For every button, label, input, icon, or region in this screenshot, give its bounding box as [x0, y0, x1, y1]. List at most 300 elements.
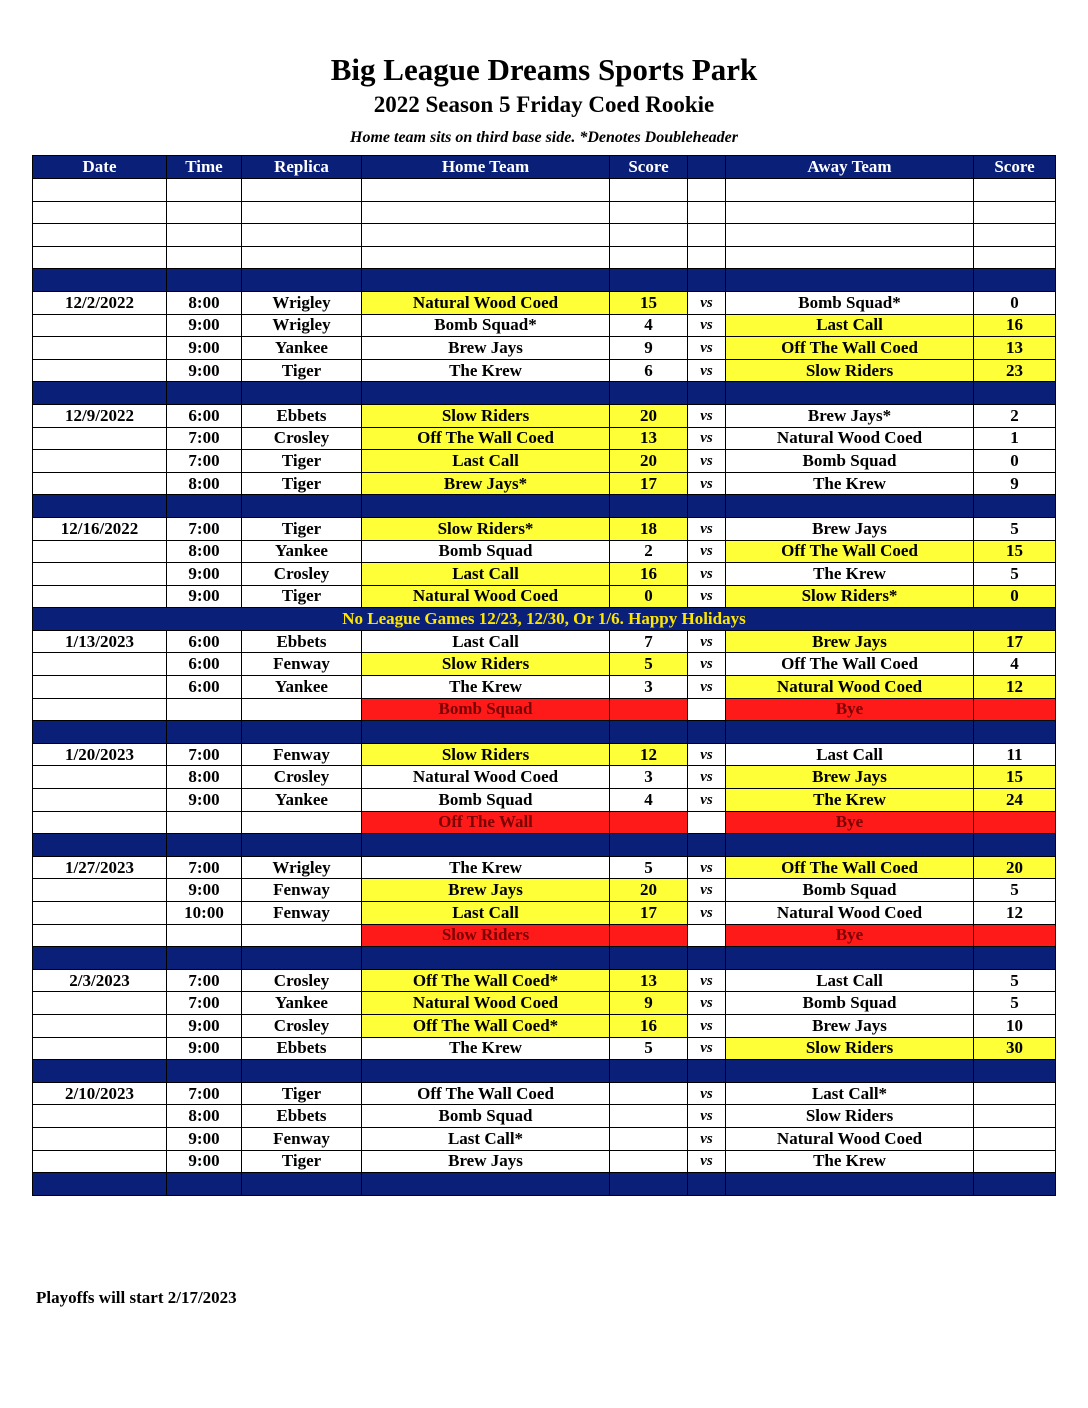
home-team: Brew Jays	[362, 1150, 610, 1173]
away-score: 9	[974, 472, 1056, 495]
replica-field: Fenway	[242, 743, 362, 766]
separator-row	[33, 1060, 1056, 1083]
replica-field: Crosley	[242, 427, 362, 450]
bye-team: Slow Riders	[362, 924, 610, 947]
home-team: Slow Riders*	[362, 517, 610, 540]
empty-cell	[33, 224, 167, 247]
empty-cell	[167, 382, 242, 405]
col-date-header: Date	[33, 156, 167, 179]
empty-cell	[362, 246, 610, 269]
home-team: Natural Wood Coed	[362, 291, 610, 314]
game-date	[33, 766, 167, 789]
home-team: The Krew	[362, 856, 610, 879]
replica-field: Tiger	[242, 1150, 362, 1173]
away-team: Brew Jays	[726, 630, 974, 653]
empty-cell	[688, 924, 726, 947]
empty-cell	[974, 246, 1056, 269]
game-time: 6:00	[167, 676, 242, 699]
empty-cell	[362, 947, 610, 970]
home-score: 17	[610, 902, 688, 925]
empty-cell	[610, 834, 688, 857]
col-away-score-header: Score	[974, 156, 1056, 179]
replica-field: Tiger	[242, 517, 362, 540]
separator-row	[33, 1173, 1056, 1196]
home-score: 7	[610, 630, 688, 653]
home-team: Natural Wood Coed	[362, 992, 610, 1015]
replica-field: Tiger	[242, 472, 362, 495]
home-team: Last Call	[362, 902, 610, 925]
game-date	[33, 1014, 167, 1037]
game-row	[33, 1105, 1056, 1128]
home-score: 6	[610, 359, 688, 382]
home-team: Slow Riders	[362, 743, 610, 766]
away-score: 24	[974, 789, 1056, 812]
game-time: 8:00	[167, 766, 242, 789]
away-score: 0	[974, 450, 1056, 473]
empty-cell	[974, 201, 1056, 224]
home-score: 2	[610, 540, 688, 563]
empty-cell	[610, 1173, 688, 1196]
replica-field: Ebbets	[242, 1037, 362, 1060]
game-time: 10:00	[167, 902, 242, 925]
away-score: 5	[974, 969, 1056, 992]
empty-cell	[610, 269, 688, 292]
away-team: Brew Jays	[726, 1014, 974, 1037]
game-time: 6:00	[167, 404, 242, 427]
empty-cell	[362, 179, 610, 202]
home-score: 18	[610, 517, 688, 540]
away-team: The Krew	[726, 789, 974, 812]
vs-label: vs	[688, 766, 726, 789]
away-team: Brew Jays	[726, 517, 974, 540]
empty-cell	[242, 179, 362, 202]
empty-cell	[167, 947, 242, 970]
away-score	[974, 1082, 1056, 1105]
home-score: 5	[610, 653, 688, 676]
empty-cell	[726, 224, 974, 247]
vs-label: vs	[688, 359, 726, 382]
away-team: Bomb Squad	[726, 992, 974, 1015]
away-team: The Krew	[726, 563, 974, 586]
game-row	[33, 404, 1056, 427]
vs-label: vs	[688, 1037, 726, 1060]
replica-field: Ebbets	[242, 630, 362, 653]
home-team: Natural Wood Coed	[362, 766, 610, 789]
game-row	[33, 676, 1056, 699]
away-score: 16	[974, 314, 1056, 337]
empty-cell	[726, 1173, 974, 1196]
empty-cell	[33, 495, 167, 518]
blank-row	[33, 201, 1056, 224]
vs-label: vs	[688, 1082, 726, 1105]
empty-cell	[362, 495, 610, 518]
vs-label: vs	[688, 472, 726, 495]
away-score: 30	[974, 1037, 1056, 1060]
home-team: The Krew	[362, 1037, 610, 1060]
empty-cell	[33, 698, 167, 721]
blank-row	[33, 224, 1056, 247]
empty-cell	[242, 201, 362, 224]
away-team: Natural Wood Coed	[726, 1127, 974, 1150]
game-row	[33, 450, 1056, 473]
empty-cell	[33, 1173, 167, 1196]
col-home-score-header: Score	[610, 156, 688, 179]
away-score: 10	[974, 1014, 1056, 1037]
away-team: Natural Wood Coed	[726, 902, 974, 925]
empty-cell	[974, 811, 1056, 834]
game-time: 7:00	[167, 992, 242, 1015]
game-time: 7:00	[167, 517, 242, 540]
home-team: Off The Wall Coed	[362, 427, 610, 450]
home-score: 12	[610, 743, 688, 766]
empty-cell	[242, 811, 362, 834]
replica-field: Wrigley	[242, 291, 362, 314]
vs-label: vs	[688, 337, 726, 360]
vs-label: vs	[688, 291, 726, 314]
vs-label: vs	[688, 314, 726, 337]
replica-field: Yankee	[242, 676, 362, 699]
replica-field: Wrigley	[242, 314, 362, 337]
replica-field: Fenway	[242, 879, 362, 902]
away-team: Bomb Squad	[726, 879, 974, 902]
replica-field: Ebbets	[242, 404, 362, 427]
empty-cell	[688, 1060, 726, 1083]
bye-label: Bye	[726, 698, 974, 721]
empty-cell	[610, 924, 688, 947]
empty-cell	[726, 947, 974, 970]
game-date	[33, 314, 167, 337]
empty-cell	[167, 834, 242, 857]
col-vs-header	[688, 156, 726, 179]
vs-label: vs	[688, 517, 726, 540]
game-time: 6:00	[167, 630, 242, 653]
empty-cell	[726, 721, 974, 744]
home-team: Off The Wall Coed	[362, 1082, 610, 1105]
game-time: 6:00	[167, 653, 242, 676]
replica-field: Crosley	[242, 1014, 362, 1037]
away-team: The Krew	[726, 472, 974, 495]
empty-cell	[688, 811, 726, 834]
blank-row	[33, 246, 1056, 269]
away-team: Slow Riders	[726, 1105, 974, 1128]
empty-cell	[726, 1060, 974, 1083]
empty-cell	[610, 698, 688, 721]
separator-row	[33, 947, 1056, 970]
col-home-team-header: Home Team	[362, 156, 610, 179]
empty-cell	[242, 698, 362, 721]
empty-cell	[33, 721, 167, 744]
seating-note: Home team sits on third base side. *Denotes Doubleheader	[350, 129, 738, 146]
empty-cell	[688, 382, 726, 405]
away-score: 23	[974, 359, 1056, 382]
empty-cell	[726, 495, 974, 518]
empty-cell	[688, 246, 726, 269]
empty-cell	[726, 201, 974, 224]
game-date	[33, 1150, 167, 1173]
bye-label: Bye	[726, 924, 974, 947]
empty-cell	[33, 382, 167, 405]
away-team: Slow Riders	[726, 359, 974, 382]
away-team: Last Call	[726, 314, 974, 337]
home-score: 5	[610, 856, 688, 879]
replica-field: Tiger	[242, 359, 362, 382]
game-row	[33, 472, 1056, 495]
game-date: 2/10/2023	[33, 1082, 167, 1105]
game-date: 12/2/2022	[33, 291, 167, 314]
empty-cell	[974, 947, 1056, 970]
away-team: Off The Wall Coed	[726, 540, 974, 563]
home-team: Slow Riders	[362, 404, 610, 427]
replica-field: Wrigley	[242, 856, 362, 879]
home-score: 5	[610, 1037, 688, 1060]
empty-cell	[610, 1060, 688, 1083]
empty-cell	[362, 721, 610, 744]
empty-cell	[688, 1173, 726, 1196]
replica-field: Tiger	[242, 585, 362, 608]
game-row	[33, 540, 1056, 563]
away-team: Off The Wall Coed	[726, 856, 974, 879]
game-time: 9:00	[167, 789, 242, 812]
vs-label: vs	[688, 969, 726, 992]
away-team: Bomb Squad	[726, 450, 974, 473]
home-team: Last Call	[362, 563, 610, 586]
away-score: 5	[974, 563, 1056, 586]
empty-cell	[33, 834, 167, 857]
col-away-team-header: Away Team	[726, 156, 974, 179]
empty-cell	[974, 1060, 1056, 1083]
game-date	[33, 472, 167, 495]
away-score: 5	[974, 992, 1056, 1015]
home-team: Slow Riders	[362, 653, 610, 676]
game-row	[33, 856, 1056, 879]
separator-row	[33, 495, 1056, 518]
page-title: Big League Dreams Sports Park	[330, 52, 758, 87]
home-score: 16	[610, 563, 688, 586]
vs-label: vs	[688, 540, 726, 563]
game-date	[33, 337, 167, 360]
game-time: 9:00	[167, 314, 242, 337]
game-time: 8:00	[167, 472, 242, 495]
vs-label: vs	[688, 585, 726, 608]
empty-cell	[242, 1060, 362, 1083]
replica-field: Yankee	[242, 337, 362, 360]
empty-cell	[167, 269, 242, 292]
game-row	[33, 563, 1056, 586]
empty-cell	[362, 382, 610, 405]
empty-cell	[167, 924, 242, 947]
empty-cell	[362, 269, 610, 292]
home-score	[610, 1105, 688, 1128]
empty-cell	[242, 924, 362, 947]
away-team: Natural Wood Coed	[726, 676, 974, 699]
empty-cell	[167, 495, 242, 518]
away-score	[974, 1127, 1056, 1150]
empty-cell	[33, 811, 167, 834]
home-score: 17	[610, 472, 688, 495]
away-score: 15	[974, 540, 1056, 563]
away-score	[974, 1105, 1056, 1128]
vs-label: vs	[688, 789, 726, 812]
away-score: 15	[974, 766, 1056, 789]
empty-cell	[610, 495, 688, 518]
game-time: 9:00	[167, 337, 242, 360]
home-score: 13	[610, 427, 688, 450]
game-date	[33, 359, 167, 382]
home-score: 4	[610, 789, 688, 812]
empty-cell	[610, 721, 688, 744]
empty-cell	[610, 382, 688, 405]
empty-cell	[33, 947, 167, 970]
home-team: Bomb Squad*	[362, 314, 610, 337]
game-row	[33, 902, 1056, 925]
home-score: 20	[610, 450, 688, 473]
empty-cell	[610, 201, 688, 224]
empty-cell	[167, 811, 242, 834]
game-row	[33, 969, 1056, 992]
home-score: 20	[610, 879, 688, 902]
header-row	[33, 156, 1056, 179]
game-time: 7:00	[167, 856, 242, 879]
empty-cell	[33, 1060, 167, 1083]
empty-cell	[610, 246, 688, 269]
game-time: 9:00	[167, 879, 242, 902]
vs-label: vs	[688, 743, 726, 766]
empty-cell	[974, 179, 1056, 202]
empty-cell	[33, 924, 167, 947]
season-subtitle: 2022 Season 5 Friday Coed Rookie	[373, 92, 715, 117]
away-score: 12	[974, 676, 1056, 699]
vs-label: vs	[688, 450, 726, 473]
game-date: 12/16/2022	[33, 517, 167, 540]
home-team: Last Call	[362, 450, 610, 473]
separator-row	[33, 269, 1056, 292]
away-team: Off The Wall Coed	[726, 337, 974, 360]
empty-cell	[33, 269, 167, 292]
game-row	[33, 879, 1056, 902]
separator-row	[33, 382, 1056, 405]
empty-cell	[610, 179, 688, 202]
empty-cell	[688, 947, 726, 970]
home-team: Off The Wall Coed*	[362, 1014, 610, 1037]
empty-cell	[974, 224, 1056, 247]
empty-cell	[242, 721, 362, 744]
away-team: Off The Wall Coed	[726, 653, 974, 676]
home-team: The Krew	[362, 359, 610, 382]
game-date	[33, 563, 167, 586]
empty-cell	[167, 721, 242, 744]
separator-row	[33, 721, 1056, 744]
home-score: 16	[610, 1014, 688, 1037]
away-score: 20	[974, 856, 1056, 879]
away-score: 13	[974, 337, 1056, 360]
vs-label: vs	[688, 1014, 726, 1037]
empty-cell	[974, 382, 1056, 405]
game-time: 9:00	[167, 1037, 242, 1060]
game-row	[33, 1037, 1056, 1060]
empty-cell	[610, 947, 688, 970]
holiday-note-row	[33, 608, 1056, 631]
empty-cell	[33, 246, 167, 269]
empty-cell	[167, 1060, 242, 1083]
away-score: 0	[974, 585, 1056, 608]
empty-cell	[167, 224, 242, 247]
home-score	[610, 1150, 688, 1173]
home-score: 20	[610, 404, 688, 427]
game-date	[33, 653, 167, 676]
empty-cell	[167, 179, 242, 202]
empty-cell	[688, 834, 726, 857]
empty-cell	[726, 834, 974, 857]
away-score: 5	[974, 879, 1056, 902]
vs-label: vs	[688, 676, 726, 699]
vs-label: vs	[688, 1127, 726, 1150]
home-score	[610, 1082, 688, 1105]
game-date: 1/20/2023	[33, 743, 167, 766]
replica-field: Tiger	[242, 1082, 362, 1105]
empty-cell	[242, 947, 362, 970]
empty-cell	[242, 224, 362, 247]
empty-cell	[688, 698, 726, 721]
game-time: 8:00	[167, 1105, 242, 1128]
vs-label: vs	[688, 856, 726, 879]
empty-cell	[610, 224, 688, 247]
empty-cell	[362, 834, 610, 857]
game-row	[33, 1127, 1056, 1150]
away-team: Slow Riders*	[726, 585, 974, 608]
bye-team: Bomb Squad	[362, 698, 610, 721]
away-score: 11	[974, 743, 1056, 766]
col-replica-header: Replica	[242, 156, 362, 179]
empty-cell	[242, 269, 362, 292]
home-score: 13	[610, 969, 688, 992]
game-time: 9:00	[167, 585, 242, 608]
away-team: Natural Wood Coed	[726, 427, 974, 450]
home-team: Last Call	[362, 630, 610, 653]
vs-label: vs	[688, 879, 726, 902]
vs-label: vs	[688, 563, 726, 586]
empty-cell	[362, 201, 610, 224]
game-time: 9:00	[167, 563, 242, 586]
empty-cell	[688, 495, 726, 518]
replica-field: Yankee	[242, 540, 362, 563]
empty-cell	[242, 246, 362, 269]
vs-label: vs	[688, 653, 726, 676]
home-team: Brew Jays	[362, 879, 610, 902]
game-row	[33, 992, 1056, 1015]
away-team: Last Call	[726, 969, 974, 992]
game-row	[33, 766, 1056, 789]
replica-field: Ebbets	[242, 1105, 362, 1128]
away-score: 5	[974, 517, 1056, 540]
home-team: Brew Jays*	[362, 472, 610, 495]
vs-label: vs	[688, 1105, 726, 1128]
game-date	[33, 540, 167, 563]
empty-cell	[726, 179, 974, 202]
game-date	[33, 879, 167, 902]
away-team: Bomb Squad*	[726, 291, 974, 314]
empty-cell	[362, 1173, 610, 1196]
game-date	[33, 1127, 167, 1150]
empty-cell	[33, 201, 167, 224]
empty-cell	[974, 269, 1056, 292]
bye-row	[33, 924, 1056, 947]
empty-cell	[167, 201, 242, 224]
empty-cell	[688, 201, 726, 224]
empty-cell	[974, 495, 1056, 518]
game-time: 7:00	[167, 743, 242, 766]
separator-row	[33, 834, 1056, 857]
away-team: Brew Jays	[726, 766, 974, 789]
